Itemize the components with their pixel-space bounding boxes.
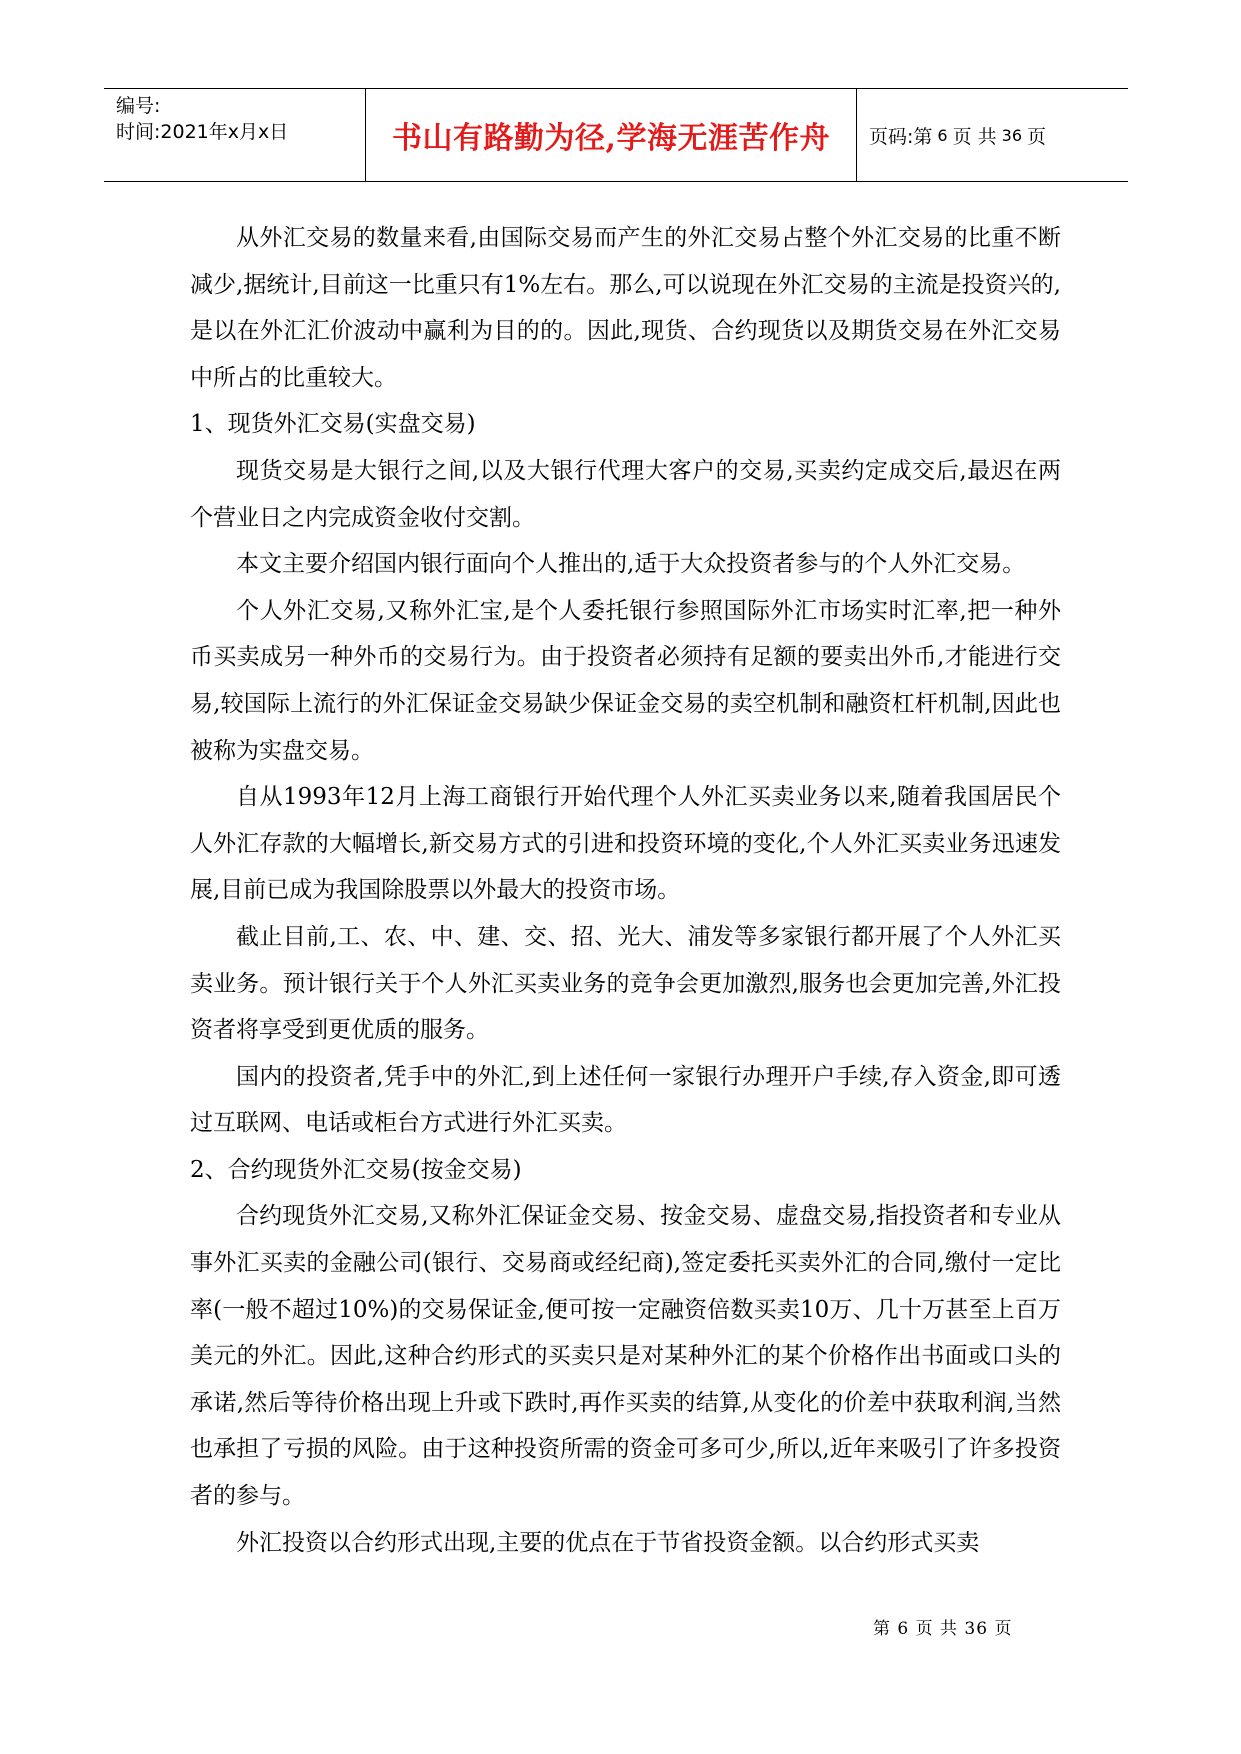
document-time-label: 时间:2021年x月x日 — [116, 121, 289, 143]
document-header — [104, 88, 1128, 182]
header-meta-cell — [104, 89, 366, 181]
paragraph-history: 自从1993年12月上海工商银行开始代理个人外汇买卖业务以来,随着我国居民个人外汇存款的大幅增长,新交易方式的引进和投资环境的变化,个人外汇买卖业务迅速发展,目前已成为我国除股票以外最大的投资市场。 — [190, 784, 1061, 904]
paragraph-personal-forex: 个人外汇交易,又称外汇宝,是个人委托银行参照国际外汇市场实时汇率,把一种外币买卖成另一种外币的交易行为。由于投资者必须持有足额的要卖出外币,才能进行交易,较国际上流行的外汇保证金交易缺少保证金交易的卖空机制和融资杠杆机制,因此也被称为实盘交易。 — [190, 597, 1061, 764]
header-motto: 书山有路勤为径,学海无涯苦作舟 — [392, 121, 830, 156]
paragraph-spot-definition: 现货交易是大银行之间,以及大银行代理大客户的交易,买卖约定成交后,最迟在两个营业日之内完成资金收付交割。 — [190, 457, 1061, 531]
page-total-number: 36 — [1001, 125, 1022, 145]
document-number-label: 编号: — [116, 95, 161, 117]
paragraph-margin-definition: 合约现货外汇交易,又称外汇保证金交易、按金交易、虚盘交易,指投资者和专业从事外汇买卖的金融公司(银行、交易商或经纪商),签定委托买卖外汇的合同,缴付一定比率(一般不超过10%)的交易保证金,便可按一定融资倍数买卖10万、几十万甚至上百万美元的外汇。因此,这种合约形式的买卖只是对某种外汇的某个价格作出书面或口头的承诺,然后等待价格出现上升或下跌时,再作买卖的结算,从变化的价差中获取利润,当然也承担了亏损的风险。由于这种投资所需的资金可多可少,所以,近年来吸引了许多投资者的参与。 — [190, 1203, 1061, 1510]
page-prefix: 页码:第 — [869, 125, 933, 148]
page-footer: 第 6 页 共 36 页 — [873, 1619, 1013, 1639]
paragraph-scope: 本文主要介绍国内银行面向个人推出的,适于大众投资者参与的个人外汇交易。 — [236, 551, 1026, 578]
paragraph-contract-advantage: 外汇投资以合约形式出现,主要的优点在于节省投资金额。以合约形式买卖 — [236, 1529, 980, 1556]
document-body — [190, 215, 1061, 1566]
paragraph-intro: 从外汇交易的数量来看,由国际交易而产生的外汇交易占整个外汇交易的比重不断减少,据统计,目前这一比重只有1%左右。那么,可以说现在外汇交易的主流是投资兴的,是以在外汇汇价波动中赢利为目的的。因此,现货、合约现货以及期货交易在外汇交易中所占的比重较大。 — [190, 225, 1061, 391]
paragraph-banks: 截止目前,工、农、中、建、交、招、光大、浦发等多家银行都开展了个人外汇买卖业务。预计银行关于个人外汇买卖业务的竞争会更加激烈,服务也会更加完善,外汇投资者将享受到更优质的服务。 — [190, 923, 1061, 1044]
page-suffix: 页 — [1027, 125, 1047, 148]
paragraph-account-opening: 国内的投资者,凭手中的外汇,到上述任何一家银行办理开户手续,存入资金,即可透过互联网、电话或柜台方式进行外汇买卖。 — [190, 1063, 1061, 1137]
section-heading-margin-trading: 2、合约现货外汇交易(按金交易) — [190, 1156, 522, 1183]
section-heading-spot-trading: 1、现货外汇交易(实盘交易) — [190, 411, 476, 438]
header-motto-cell — [366, 89, 857, 181]
header-page-cell — [857, 89, 1128, 181]
page-current-number: 6 — [937, 125, 948, 145]
page-middle: 页 共 — [952, 125, 997, 148]
